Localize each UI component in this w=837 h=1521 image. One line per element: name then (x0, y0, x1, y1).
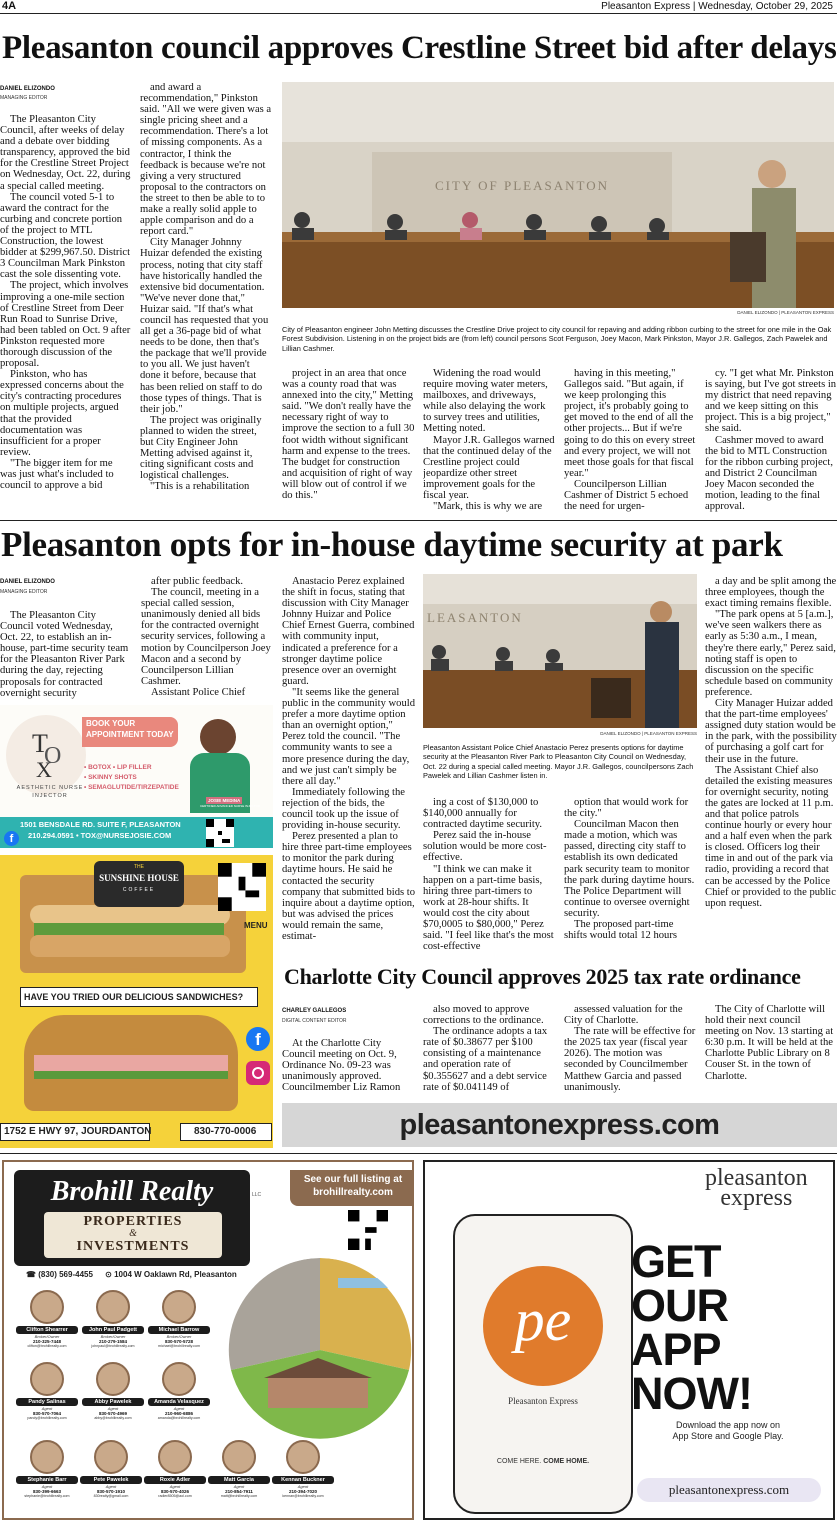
pleasanton-sign: LEASANTON (427, 610, 523, 625)
sunshine-brand-sub: COFFEE (122, 887, 156, 893)
page-number: 4A (2, 0, 17, 12)
paragraph: Mayor J.R. Gallegos warned that the continued delay of the Crestline project could jeopardize other street improvement goals for the fiscal year. (423, 434, 555, 502)
agent-email[interactable]: abby@brohillrealty.com (94, 1416, 132, 1420)
sunshine-brand: SUNSHINE HOUSE (99, 873, 179, 883)
brohill-line-3: INVESTMENTS (76, 1239, 190, 1254)
agent-phone[interactable]: 210-854-7911 (225, 1489, 253, 1494)
agent-email[interactable]: kennan@brohillrealty.com (282, 1494, 324, 1498)
app-cta-line-3: APP (631, 1324, 721, 1375)
agent-role: Broker/Owner (166, 1334, 192, 1339)
story1-headline: Pleasanton council approves Crestline Street bid after delays (2, 30, 837, 66)
sunshine-qr-code[interactable] (218, 863, 266, 911)
paragraph: Cashmer moved to award the bid to MTL Construction for the ribbon curbing project, and District 2 Councilman Joey Macon seconded the motion, leading to the final approval. (705, 434, 833, 512)
josie-avatar (200, 719, 236, 755)
agent-card[interactable] (80, 1440, 142, 1498)
paragraph: The Pleasanton City Council voted Wednesday, Oct. 22, to establish an in-house, part-time security team for the Pleasanton River Park during the day, rejecting proposals for contracted overnight security (0, 610, 129, 699)
agent-phone[interactable]: 830-570-4969 (98, 1411, 128, 1416)
agent-phone[interactable]: 210-394-7020 (288, 1489, 318, 1494)
agent-avatar (94, 1440, 128, 1474)
story2-photo-credit: DANIEL ELIZONDO | PLEASANTON EXPRESS (600, 731, 697, 736)
agent-card[interactable] (16, 1290, 78, 1348)
paragraph: after public feedback. (151, 576, 244, 587)
paragraph: The Pleasanton City Council, after weeks of delay and a debate over bidding transparency, approved the bid for the Crestline Street Project on Wednesday, Oct. 22, during a special called meeting. (0, 114, 131, 192)
agent-avatar (222, 1440, 256, 1474)
story3-byline-role: DIGITAL CONTENT EDITOR (282, 1018, 347, 1024)
paragraph: Councilperson Lillian Cashmer of District 5 echoed the need for urgen- (564, 478, 689, 512)
agent-phone[interactable]: 210-279-1584 (98, 1339, 128, 1344)
agent-email[interactable]: johnpaul@brohillrealty.com (91, 1344, 135, 1348)
paragraph: also moved to approve corrections to the ordinance. (423, 1004, 544, 1027)
story2-headline: Pleasanton opts for in-house daytime security at park (1, 525, 783, 564)
app-tagline-pre: COME HERE. (496, 1458, 542, 1465)
tox-service-2: • SKINNY SHOTS (84, 774, 137, 781)
sandwich-photo-2 (24, 1015, 238, 1111)
brohill-qr-code[interactable] (348, 1210, 388, 1250)
paragraph: a day and be split among the three employees, though the exact timing remains flexible. (705, 576, 837, 610)
agent-name: Pete Pawelek (80, 1476, 142, 1484)
agent-role: Broker/Owner (100, 1334, 126, 1339)
paragraph: Assistant Police Chief (151, 686, 246, 698)
sunshine-tagline: HAVE YOU TRIED OUR DELICIOUS SANDWICHES? (24, 992, 244, 1002)
paragraph: and award a recommendation," Pinkston said. "All we were given was a single pricing sheet and a recommendation. There's a lot of missing components. As a contractor, I think the feedback is because we're not giving a very structured proposal to the contractors on the street to then be able to to make a really solid apple to apple comparison and do a report card." (140, 82, 272, 238)
paragraph: Perez presented a plan to hire three part-time employees to monitor the park during daytime hours. He said he contacted the security company that submitted bids to inquire about a daytime option, but was advised the prices would remain the same, estimat- (282, 831, 415, 942)
brohill-property-photos (228, 1258, 412, 1442)
agent-email[interactable]: radler8505@aol.com (158, 1494, 192, 1498)
agent-card[interactable] (148, 1362, 210, 1420)
app-ad-brand (705, 1165, 808, 1211)
agent-name: John Paul Padgett (82, 1326, 144, 1334)
pleasanton-express-app-ad[interactable] (423, 1160, 835, 1520)
paragraph: The council voted 5-1 to award the contract for the curbing and concrete portion of the project to MTL Construction, the lowest bidder at $299,967.50. District 3 Councilman Mark Pinkston cast the sole dissenting vote. (0, 191, 131, 281)
story2-column-1 (0, 610, 132, 700)
app-ad-brand-2: express (720, 1185, 793, 1211)
agent-card[interactable] (208, 1440, 270, 1498)
agent-name: Stephanie Barr (16, 1476, 78, 1484)
brohill-line-1: PROPERTIES (83, 1214, 183, 1229)
tox-logo-x: X (36, 757, 52, 782)
agent-phone[interactable]: 830-570-5728 (164, 1339, 194, 1344)
story3-byline: CHARLEY GALLEGOS (282, 1008, 347, 1014)
agent-phone[interactable]: 830-399-6663 (32, 1489, 62, 1494)
paragraph: The rate will be effective for the 2025 tax year (fiscal year 2026). The motion was seconded by Councilmember Matthew Garcia and passed unanimously. (564, 1026, 696, 1093)
council-meeting-photo (282, 82, 834, 308)
paragraph: The City of Charlotte will hold their next council meeting on Nov. 13 starting at 6:30 p.m. It will be held at the Charlotte Public Library on 8 Couser St. in the town of Charlotte. (705, 1004, 834, 1082)
agent-card[interactable] (82, 1362, 144, 1420)
ad-divider (0, 1153, 837, 1154)
paragraph: "The bigger item for me was just what's included to council to approve a bid (0, 457, 114, 492)
paragraph: Anastacio Perez explained the shift in focus, stating that discussion with City Manager Johnny Huizar and Police Chief Ernest Guerra, combined with community input, indicated a preference for a stronger daytime police presence over an overnight guard. (282, 576, 415, 687)
tox-service-1: • BOTOX • LIP FILLER (84, 764, 152, 771)
agent-card[interactable] (82, 1290, 144, 1348)
brohill-cta-2[interactable]: brohillrealty.com (313, 1187, 393, 1198)
paragraph: The Assistant Chief also detailed the existing measures for overnight security, noting the gates are locked at 11 p.m. and that police patrols continue hourly or every hour and a half even when the park is closed. Officers log their time in and out of the park via radio, providing a record that can be accessed by the Police Chief or provided to the public upon request. (705, 764, 836, 909)
agent-name: Amanda Velasquez (148, 1398, 210, 1406)
brohill-agents-row-3 (4, 1432, 414, 1520)
paper-name: Pleasanton Express (601, 1, 691, 12)
tox-name: JOSIE MEDINA (208, 798, 241, 803)
paragraph: project in an area that once was a county road that was annexed into the city," Metting said. "We don't really have the necessary right of way to improve the section to a full 30 foot width without significant harm and expense to the trees. The budget for construction and acquisition of right of way will blow out of control if we do this." (282, 368, 415, 502)
story2-photo (423, 574, 697, 728)
app-download-2: App Store and Google Play. (672, 1431, 784, 1441)
tox-subtitle-1: AESTHETIC NURSE (16, 785, 84, 791)
phone-icon: ☎ (26, 1270, 36, 1279)
tox-name-subtitle: CERTIFIED ADVANCED NURSE INJECTOR (200, 804, 261, 808)
section-divider (0, 520, 837, 521)
agent-card[interactable] (16, 1440, 78, 1498)
agent-role: Agent (297, 1484, 309, 1489)
paragraph: At the Charlotte City Council meeting on Oct. 9, Ordinance No. 09-23 was unanimously approved. Councilmember Liz Ramon (282, 1038, 401, 1094)
paragraph: "I think we can make it happen on a part-time basis, hiring three part-timers to work at 28-hour shifts. It would cost the city about $70,0005 to $80,000," Perez said. "I feel like that's the most cost-effective (423, 863, 554, 952)
paragraph: The ordinance adopts a tax rate of $0.38677 per $100 consisting of a maintenance and operation rate of $0.355627 and a debt service rate of $0.041149 of (423, 1026, 548, 1093)
qr-code-icon (348, 1210, 388, 1250)
agent-name: Pandy Salinas (16, 1398, 78, 1406)
agent-name: Matt Garcia (208, 1476, 270, 1484)
tox-logo-o: O (44, 743, 62, 769)
qr-code-icon (218, 863, 266, 911)
property-collage (228, 1258, 412, 1442)
tox-address: 1501 BENSDALE RD. SUITE F, PLEASANTON (20, 820, 181, 829)
agent-avatar (162, 1290, 196, 1324)
brohill-address: 1004 W Oaklawn Rd, Pleasanton (114, 1270, 237, 1279)
agent-avatar (30, 1290, 64, 1324)
story1-column-5 (564, 368, 697, 512)
agent-avatar (30, 1440, 64, 1474)
agent-role: Broker/Owner (34, 1334, 60, 1339)
agent-phone[interactable]: 830-570-1910 (96, 1489, 126, 1494)
story2-photo-caption: Pleasanton Assistant Police Chief Anastacio Perez presents options for daytime security at the Pleasanton River Park to Pleasanton City Council on Wednesday, Oct. 22 during a special called meeting. Mayor J.R. Gallegos, councilpersons Zach Pawelek and Lillian Cashmer listen in. (423, 743, 694, 781)
app-tagline-bold: COME HOME. (543, 1458, 590, 1465)
story1-byline: DANIEL ELIZONDO (0, 86, 55, 92)
story2-column-3 (282, 576, 415, 952)
brohill-phone[interactable]: (830) 569-4455 (38, 1270, 93, 1279)
story3-column-2 (423, 1004, 556, 1096)
paragraph: The council, meeting in a special called session, unanimously denied all bids for the contracted overnight security services, following a motion by Councilperson Joey Macon and a second by Councilperson Lillian Cashmer. (141, 587, 271, 687)
agent-phone[interactable]: 210-325-7448 (32, 1339, 62, 1344)
paragraph: Councilman Macon then made a motion, which was passed, directing city staff to establish its own dedicated park security team to monitor the park during daytime hours. The Police Department will continue to oversee overnight security. (564, 819, 695, 919)
agent-role: Agent (41, 1406, 53, 1411)
facebook-icon[interactable]: f (4, 831, 19, 846)
facebook-icon[interactable]: f (246, 1027, 270, 1051)
tox-logo-t: T (32, 729, 48, 758)
agent-email[interactable]: pandy@brohillrealty.com (27, 1416, 67, 1420)
agent-email[interactable]: michael@brohillrealty.com (158, 1344, 200, 1348)
site-banner[interactable] (282, 1103, 837, 1147)
paragraph: option that would work for the city." (564, 797, 689, 820)
brohill-contact-line (26, 1270, 237, 1279)
agent-email[interactable]: amanda@brohillrealty.com (157, 1416, 201, 1420)
tox-service-3: • SEMAGLUTIDE/TIRZEPATIDE (84, 784, 179, 791)
brohill-llc: LLC (252, 1192, 262, 1198)
agent-role: Agent (173, 1406, 185, 1411)
agent-role: Agent (169, 1484, 181, 1489)
story1-column-2 (140, 82, 272, 512)
paragraph: Immediately following the rejection of the bids, the council took up the issue of providing in-house security. (282, 786, 405, 832)
location-pin-icon: ⊙ (105, 1270, 112, 1279)
story2-column-6 (705, 576, 837, 952)
agent-avatar (30, 1362, 64, 1396)
sunshine-brand-top: THE (134, 864, 144, 870)
paragraph: The project was originally planned to widen the street, but City Engineer John Metting advised against it, citing significant costs and logistical challenges. (140, 414, 262, 482)
app-cta-line-2: OUR (631, 1280, 728, 1331)
agent-role: Agent (107, 1406, 119, 1411)
paragraph: Pinkston, who has expressed concerns about the city's contracting procedures on multiple projects, argued that the provided documentation was insufficient for a proper review. (0, 369, 124, 458)
app-cta-line-1: GET (631, 1236, 721, 1287)
paragraph: having in this meeting," Gallegos said. "But again, if we keep prolonging this project, it's probably going to get moved to the end of all the other projects... But if we're going to do this on every street and every project, we will not meet those goals for that fiscal year." (564, 368, 696, 479)
tox-banner-line-2: APPOINTMENT TODAY (86, 730, 174, 739)
phone-mockup (453, 1214, 633, 1514)
app-logo-letters: pe (514, 1287, 572, 1353)
app-logo-name: Pleasanton Express (508, 1396, 578, 1406)
story3-column-1 (282, 1038, 415, 1096)
app-ad-url[interactable]: pleasantonexpress.com (668, 1482, 790, 1497)
sunshine-menu-label[interactable]: MENU (244, 921, 268, 930)
agent-role: Agent (41, 1484, 53, 1489)
story1-photo-caption: City of Pleasanton engineer John Metting discusses the Crestline Drive project to city council for repaving and adding ribbon curbing to the street for one mile in the Oak Forest Subdivision. Listening in on the project bids are (from left) council persons Scot Ferguson, Joey Macon, Mark Pinkston, Mayor J.R. Gallegos, Zach Pawelek and Lillian Cashmer. (282, 325, 832, 353)
agent-name: Michael Barrow (148, 1326, 210, 1334)
agent-avatar (158, 1440, 192, 1474)
sunshine-address: 1752 E HWY 97, JOURDANTON (4, 1126, 152, 1137)
agent-phone[interactable]: 210-960-6886 (164, 1411, 194, 1416)
agent-name: Roxie Adler (144, 1476, 206, 1484)
paragraph: City Manager Huizar added that the part-time employees' assigned duty station would be in the park, with the possibility of purchasing a golf cart for their use in the future. (705, 698, 837, 765)
story1-column-4 (423, 368, 556, 512)
qr-code-icon (206, 819, 234, 847)
agent-phone[interactable]: 830-570-4026 (160, 1489, 190, 1494)
story1-byline-role: MANAGING EDITOR (0, 95, 48, 101)
brohill-realty-ad[interactable] (2, 1160, 414, 1520)
story2-byline-role: MANAGING EDITOR (0, 589, 48, 595)
agent-name: Kennan Buckner (272, 1476, 334, 1484)
app-cta-line-4: NOW! (631, 1368, 752, 1419)
agent-role: Agent (105, 1484, 117, 1489)
paragraph: "Mark, this is why we are (433, 501, 543, 512)
tox-nurse-ad[interactable] (0, 705, 273, 848)
agent-name: Clifton Shearrer (16, 1326, 78, 1334)
agent-role: Agent (233, 1484, 245, 1489)
agent-email[interactable]: clifton@brohillrealty.com (27, 1344, 67, 1348)
instagram-icon[interactable] (246, 1061, 270, 1085)
police-chief-presentation-photo (423, 574, 697, 728)
app-cta (631, 1236, 752, 1419)
paragraph: Widening the road would require moving water meters, mailboxes, and driveways, while also delaying the work to survey trees and utilities, Metting noted. (423, 368, 548, 435)
tox-subtitle-2: INJECTOR (32, 793, 68, 799)
tox-qr-code[interactable] (206, 819, 234, 847)
sunshine-house-ad[interactable] (0, 855, 273, 1148)
brohill-logo: Brohill Realty (50, 1176, 214, 1207)
agent-card[interactable] (148, 1290, 210, 1348)
tox-banner-line-1: BOOK YOUR (86, 719, 136, 728)
app-tagline (455, 1458, 631, 1465)
city-of-pleasanton-sign: CITY OF PLEASANTON (435, 178, 609, 193)
story2-column-5 (564, 797, 697, 952)
story3-column-4 (705, 1004, 837, 1096)
story1-photo-credit: DANIEL ELIZONDO | PLEASANTON EXPRESS (737, 310, 834, 315)
header-separator: | (692, 1, 696, 12)
story3-headline: Charlotte City Council approves 2025 tax rate ordinance (284, 964, 801, 989)
page-masthead (601, 1, 833, 12)
story1-column-6 (705, 368, 837, 512)
paragraph: City Manager Johnny Huizar defended the existing process, noting that city staff have historically handled the extensive bid documentation. "We've never done that," Huizar said. "If that's what council has requested that you all get a 36-page bid of what needs to be done, then that's the package that we'll provide to you all. We just haven't done it before, because that has been relied on staff to do those types of things. That is their job." (140, 237, 269, 415)
agent-avatar (286, 1440, 320, 1474)
agent-avatar (96, 1362, 130, 1396)
sunshine-phone[interactable]: 830-770-0006 (194, 1126, 257, 1137)
site-banner-url[interactable]: pleasantonexpress.com (399, 1109, 720, 1141)
paragraph: "The park opens at 5 [a.m.], we've seen walkers there as early as 5:30 a.m., I mean, they're there early," Perez said, noting staff is open to discussion on the specific schedule based on community preference. (705, 609, 836, 698)
paragraph: "It seems like the general public in the community would prefer a more daytime option than an overnight option," Perez told the council. "The community wants to see a more presence during the day, and we just can't simply be there all day." (282, 686, 415, 787)
paragraph: ing a cost of $130,000 to $140,000 annually for contracted daytime security. (423, 797, 543, 831)
story2-byline: DANIEL ELIZONDO (0, 579, 55, 585)
brohill-line-2: & (129, 1228, 137, 1239)
issue-date: Wednesday, October 29, 2025 (698, 1, 833, 12)
story1-column-1 (0, 114, 131, 512)
paragraph: Perez said the in-house solution would be more cost-effective. (423, 830, 547, 864)
app-download-1: Download the app now on (675, 1420, 781, 1430)
agent-name: Abby Pawelek (82, 1398, 144, 1406)
paragraph: assessed valuation for the City of Charlotte. (564, 1004, 683, 1027)
story3-column-3 (564, 1004, 697, 1096)
brohill-cta-1: See our full listing at (303, 1174, 403, 1185)
tox-services (84, 763, 179, 793)
agent-email[interactable]: matt@brohillrealty.com (220, 1494, 258, 1498)
tox-contact: 210.294.0591 • TOX@NURSEJOSIE.COM (28, 831, 172, 840)
story1-photo (282, 82, 834, 308)
story2-column-4 (423, 797, 556, 952)
agent-avatar (96, 1290, 130, 1324)
agent-avatar (162, 1362, 196, 1396)
agent-email[interactable]: 830realty@gmail.com (93, 1494, 129, 1498)
story2-column-2 (141, 576, 273, 700)
paragraph: cy. "I get what Mr. Pinkston is saying, but I've got streets in my district that need repaving and we keep sitting on this project. This is a big project," she said. (705, 368, 837, 435)
paragraph: The project, which involves improving a one-mile section of Crestline Street from Deer Run Road to Sunrise Drive, had been tabled on Oct. 9 after Pinkston requested more thorough discussion of the proposal. (0, 280, 131, 370)
agent-card[interactable] (16, 1362, 78, 1420)
paragraph: "This is a rehabilitation (150, 481, 250, 493)
story1-column-3 (282, 368, 415, 512)
agent-card[interactable] (144, 1440, 206, 1498)
agent-phone[interactable]: 830-570-7064 (32, 1411, 62, 1416)
agent-email[interactable]: stephanie@brohillrealty.com (24, 1494, 70, 1498)
agent-card[interactable] (272, 1440, 334, 1498)
app-ad-brand-1: pleasanton (705, 1165, 808, 1191)
paragraph: The proposed part-time shifts would total 12 hours (564, 919, 677, 942)
